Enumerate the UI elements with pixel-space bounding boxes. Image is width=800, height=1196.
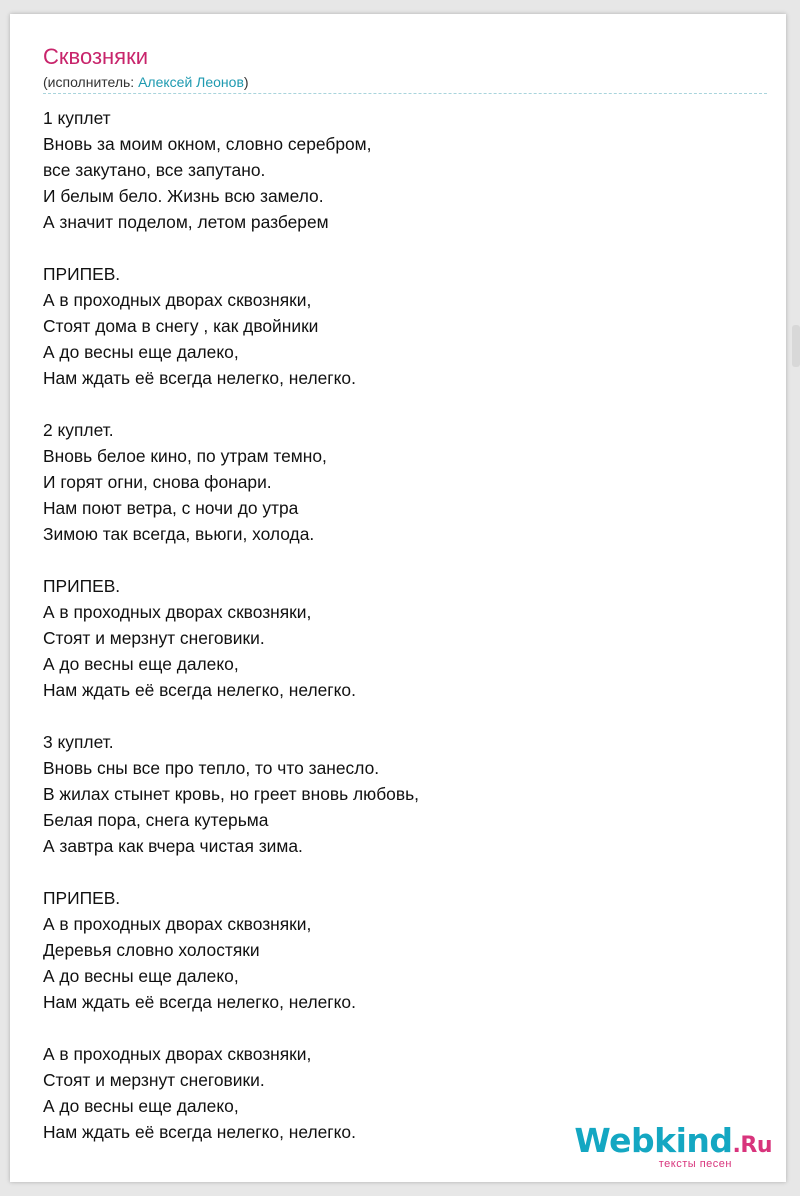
artist-suffix: ) xyxy=(243,74,249,90)
lyric-line: все закутано, все запутано. xyxy=(43,160,266,180)
lyric-line: А в проходных дворах сквозняки, xyxy=(43,602,312,622)
chorus-2 xyxy=(43,573,419,703)
lyric-line: Стоят и мерзнут снеговики. xyxy=(43,1070,265,1090)
lyric-line: И горят огни, снова фонари. xyxy=(43,472,272,492)
lyric-line: ПРИПЕВ. xyxy=(43,264,121,284)
lyric-line: А до весны еще далеко, xyxy=(43,342,239,362)
lyric-line: 3 куплет. xyxy=(43,732,114,752)
lyric-line: И белым бело. Жизнь всю замело. xyxy=(43,186,324,206)
page-sheet xyxy=(10,14,786,1182)
stanza-gap xyxy=(43,859,419,885)
lyric-line: Вновь сны все про тепло, то что занесло. xyxy=(43,758,380,778)
lyric-line: А значит поделом, летом разберем xyxy=(43,212,329,232)
lyric-line: Зимою так всегда, вьюги, холода. xyxy=(43,524,315,544)
song-title: Сквозняки xyxy=(43,44,149,69)
artist-line xyxy=(43,74,249,90)
lyric-line: 1 куплет xyxy=(43,108,111,128)
title-divider xyxy=(43,93,767,94)
lyrics-body xyxy=(43,105,419,1145)
lyric-line: Нам ждать её всегда нелегко, нелегко. xyxy=(43,368,356,388)
outro xyxy=(43,1041,419,1145)
chorus-3 xyxy=(43,885,419,1015)
stanza-gap xyxy=(43,1015,419,1041)
lyric-line: А в проходных дворах сквозняки, xyxy=(43,1044,312,1064)
stanza-gap xyxy=(43,703,419,729)
logo-main-text: Webkind xyxy=(574,1121,733,1160)
lyric-line: Нам поют ветра, с ночи до утра xyxy=(43,498,299,518)
lyric-line: Нам ждать её всегда нелегко, нелегко. xyxy=(43,1122,356,1142)
artist-link[interactable]: Алексей Леонов xyxy=(138,74,244,90)
lyric-line: Стоят и мерзнут снеговики. xyxy=(43,628,265,648)
lyric-line: А завтра как вчера чистая зима. xyxy=(43,836,303,856)
lyric-line: Нам ждать её всегда нелегко, нелегко. xyxy=(43,992,356,1012)
lyric-line: А до весны еще далеко, xyxy=(43,1096,239,1116)
lyric-line: А до весны еще далеко, xyxy=(43,966,239,986)
lyric-line: Нам ждать её всегда нелегко, нелегко. xyxy=(43,680,356,700)
scrollbar-thumb[interactable] xyxy=(792,325,800,367)
stanza-gap xyxy=(43,235,419,261)
artist-prefix: (исполнитель: xyxy=(43,74,139,90)
lyric-line: 2 куплет. xyxy=(43,420,114,440)
lyric-line: Стоят дома в снегу , как двойники xyxy=(43,316,319,336)
stanza-gap xyxy=(43,391,419,417)
lyric-line: ПРИПЕВ. xyxy=(43,888,121,908)
chorus-1 xyxy=(43,261,419,391)
lyric-line: А до весны еще далеко, xyxy=(43,654,239,674)
site-logo[interactable] xyxy=(574,1121,772,1170)
verse-3 xyxy=(43,729,419,859)
lyric-line: В жилах стынет кровь, но греет вновь любовь, xyxy=(43,784,419,804)
lyric-line: Вновь белое кино, по утрам темно, xyxy=(43,446,327,466)
lyric-line: Белая пора, снега кутерьма xyxy=(43,810,269,830)
lyric-line: Деревья словно холостяки xyxy=(43,940,260,960)
lyric-line: Вновь за моим окном, словно серебром, xyxy=(43,134,372,154)
verse-1 xyxy=(43,105,419,235)
verse-2 xyxy=(43,417,419,547)
logo-tagline: тексты песен xyxy=(658,1158,732,1170)
lyric-line: ПРИПЕВ. xyxy=(43,576,121,596)
logo-suffix: .Ru xyxy=(732,1133,772,1158)
stanza-gap xyxy=(43,547,419,573)
lyric-line: А в проходных дворах сквозняки, xyxy=(43,290,312,310)
lyric-line: А в проходных дворах сквозняки, xyxy=(43,914,312,934)
